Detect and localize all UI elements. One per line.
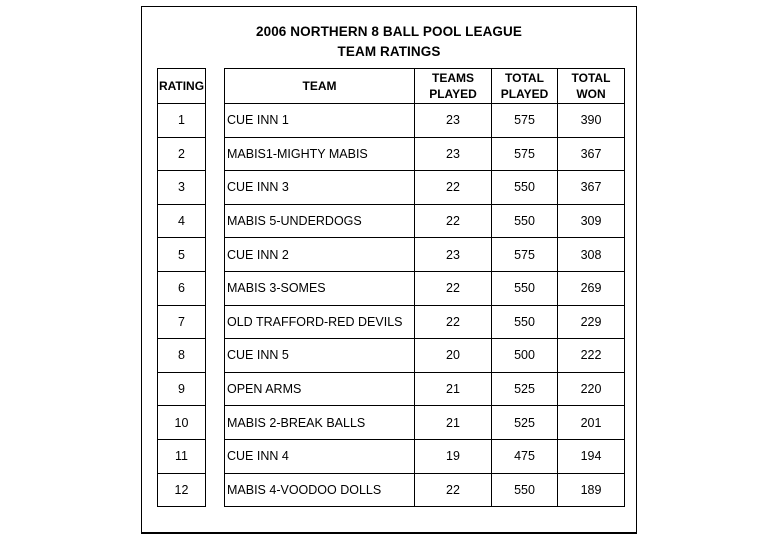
rating-row [158,372,206,406]
rating-cell: 11 [158,439,206,473]
team-name-cell: CUE INN 3 [225,171,415,205]
table-row [225,171,625,205]
teams-played-cell: 22 [415,204,492,238]
team-name-cell: MABIS1-MIGHTY MABIS [225,137,415,171]
teams-played-cell: 22 [415,305,492,339]
rating-row [158,204,206,238]
table-row [225,439,625,473]
total-played-cell: 575 [492,104,558,138]
teams-played-cell: 23 [415,137,492,171]
total-played-cell: 575 [492,137,558,171]
total-played-cell: 500 [492,339,558,373]
team-header-row [225,69,625,104]
total-played-cell: 550 [492,473,558,507]
total-won-cell: 229 [558,305,625,339]
rating-cell: 7 [158,305,206,339]
table-row [225,271,625,305]
rating-row [158,339,206,373]
team-name-cell: MABIS 3-SOMES [225,271,415,305]
total-won-cell: 367 [558,137,625,171]
team-name-cell: CUE INN 4 [225,439,415,473]
teams-played-cell: 23 [415,238,492,272]
total-won-cell: 220 [558,372,625,406]
rating-column-header: RATING [158,69,206,104]
document-subtitle: TEAM RATINGS [337,44,441,59]
teams-played-column-header: TEAMS PLAYED [415,69,492,104]
total-played-cell: 550 [492,171,558,205]
teams-played-cell: 22 [415,171,492,205]
document-title: 2006 NORTHERN 8 BALL POOL LEAGUE [255,24,522,39]
total-won-cell: 194 [558,439,625,473]
rating-row [158,104,206,138]
table-row [225,204,625,238]
teams-played-cell: 21 [415,406,492,440]
team-name-cell: CUE INN 2 [225,238,415,272]
total-played-cell: 475 [492,439,558,473]
total-won-cell: 269 [558,271,625,305]
rating-cell: 9 [158,372,206,406]
table-row [225,372,625,406]
teams-played-cell: 22 [415,271,492,305]
table-row [225,473,625,507]
rating-row [158,137,206,171]
rating-cell: 10 [158,406,206,440]
table-row [225,339,625,373]
rating-table [157,68,206,507]
table-row [225,104,625,138]
total-played-column-header: TOTAL PLAYED [492,69,558,104]
team-name-cell: OLD TRAFFORD-RED DEVILS [225,305,415,339]
team-name-cell: CUE INN 1 [225,104,415,138]
teams-played-cell: 19 [415,439,492,473]
rating-row [158,406,206,440]
teams-played-cell: 20 [415,339,492,373]
total-won-cell: 222 [558,339,625,373]
team-ratings-table [224,68,625,507]
total-won-cell: 390 [558,104,625,138]
total-won-cell: 201 [558,406,625,440]
total-played-cell: 525 [492,372,558,406]
table-row [225,305,625,339]
rating-table-body [158,104,206,507]
teams-played-cell: 22 [415,473,492,507]
table-row [225,238,625,272]
team-name-cell: MABIS 5-UNDERDOGS [225,204,415,238]
rating-row [158,305,206,339]
teams-played-cell: 23 [415,104,492,138]
rating-cell: 5 [158,238,206,272]
rating-row [158,238,206,272]
total-won-cell: 308 [558,238,625,272]
table-row [225,406,625,440]
rating-row [158,171,206,205]
total-won-column-header: TOTAL WON [558,69,625,104]
rating-cell: 3 [158,171,206,205]
team-name-cell: CUE INN 5 [225,339,415,373]
rating-cell: 1 [158,104,206,138]
total-played-cell: 575 [492,238,558,272]
team-table-body [225,104,625,507]
rating-row [158,271,206,305]
rating-cell: 6 [158,271,206,305]
total-won-cell: 309 [558,204,625,238]
rating-row [158,473,206,507]
total-played-cell: 550 [492,204,558,238]
total-won-cell: 367 [558,171,625,205]
total-played-cell: 550 [492,305,558,339]
team-name-cell: MABIS 2-BREAK BALLS [225,406,415,440]
table-row [225,137,625,171]
team-name-cell: MABIS 4-VOODOO DOLLS [225,473,415,507]
rating-cell: 2 [158,137,206,171]
rating-row [158,439,206,473]
total-played-cell: 525 [492,406,558,440]
total-won-cell: 189 [558,473,625,507]
total-played-cell: 550 [492,271,558,305]
rating-header-row [158,69,206,104]
teams-played-cell: 21 [415,372,492,406]
team-column-header: TEAM [225,69,415,104]
rating-cell: 4 [158,204,206,238]
rating-cell: 12 [158,473,206,507]
team-name-cell: OPEN ARMS [225,372,415,406]
rating-cell: 8 [158,339,206,373]
